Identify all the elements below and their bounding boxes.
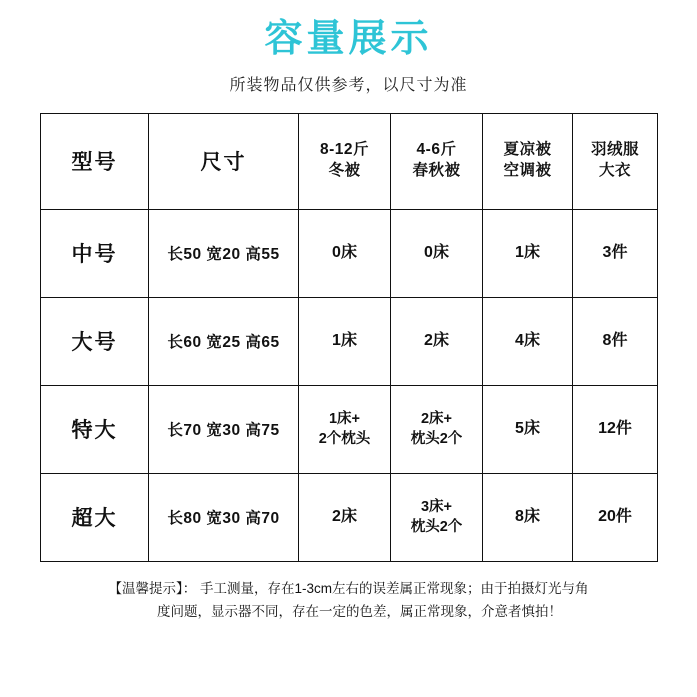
table-row <box>41 209 658 297</box>
footer-note-line2: 度问题，显示器不同，存在一定的色差，属正常现象，介意者慎拍！ <box>157 603 562 619</box>
cell-winter-quilt: 2床 <box>299 473 391 561</box>
cell-spring-autumn-quilt: 2床+ 枕头2个 <box>391 385 483 473</box>
capacity-table <box>40 113 658 562</box>
cell-spring-autumn-quilt: 0床 <box>391 209 483 297</box>
cell-down-jacket: 8件 <box>573 297 658 385</box>
table-header-row <box>41 113 658 209</box>
cell-down-jacket: 3件 <box>573 209 658 297</box>
cell-summer-quilt: 1床 <box>483 209 573 297</box>
column-header-summer-quilt <box>483 113 573 209</box>
cell-spring-autumn-quilt: 2床 <box>391 297 483 385</box>
cell-winter-quilt: 1床 <box>299 297 391 385</box>
cell-spring-autumn-quilt: 3床+ 枕头2个 <box>391 473 483 561</box>
cell-model: 超大 <box>41 473 149 561</box>
column-header-spring-autumn-quilt-line2: 春秋被 <box>412 162 461 180</box>
column-header-model: 型号 <box>41 113 149 209</box>
column-header-down-jacket-line2: 大衣 <box>598 162 631 180</box>
table-header <box>41 113 658 209</box>
column-header-summer-quilt-line1: 夏凉被 <box>503 141 552 159</box>
column-header-spring-autumn-quilt-line1: 4-6斤 <box>416 141 457 159</box>
cell-size: 长80 宽30 高70 <box>149 473 299 561</box>
cell-winter-quilt: 1床+ 2个枕头 <box>299 385 391 473</box>
cell-size: 长70 宽30 高75 <box>149 385 299 473</box>
cell-model: 大号 <box>41 297 149 385</box>
capacity-table-wrapper <box>40 113 657 562</box>
column-header-winter-quilt-line1: 8-12斤 <box>319 141 370 159</box>
column-header-winter-quilt <box>299 113 391 209</box>
cell-summer-quilt: 4床 <box>483 297 573 385</box>
column-header-down-jacket <box>573 113 658 209</box>
table-row <box>41 297 658 385</box>
table-body <box>41 209 658 561</box>
cell-size: 长60 宽25 高65 <box>149 297 299 385</box>
column-header-spring-autumn-quilt <box>391 113 483 209</box>
footer-note-line1: 【温馨提示】： 手工测量，存在1-3cm左右的误差属正常现象；由于拍摄灯光与角 <box>108 580 589 596</box>
column-header-summer-quilt-line2: 空调被 <box>503 162 552 180</box>
cell-winter-quilt: 0床 <box>299 209 391 297</box>
cell-down-jacket: 20件 <box>573 473 658 561</box>
table-row <box>41 385 658 473</box>
page-title: 容量展示 <box>264 18 433 60</box>
cell-down-jacket: 12件 <box>573 385 658 473</box>
column-header-winter-quilt-line2: 冬被 <box>328 162 361 180</box>
cell-model: 中号 <box>41 209 149 297</box>
footer-note <box>40 578 657 624</box>
column-header-down-jacket-line1: 羽绒服 <box>590 141 639 159</box>
cell-size: 长50 宽20 高55 <box>149 209 299 297</box>
cell-summer-quilt: 8床 <box>483 473 573 561</box>
table-row <box>41 473 658 561</box>
cell-summer-quilt: 5床 <box>483 385 573 473</box>
page-subtitle: 所装物品仅供参考，以尺寸为准 <box>229 76 468 94</box>
cell-model: 特大 <box>41 385 149 473</box>
column-header-size: 尺寸 <box>149 113 299 209</box>
